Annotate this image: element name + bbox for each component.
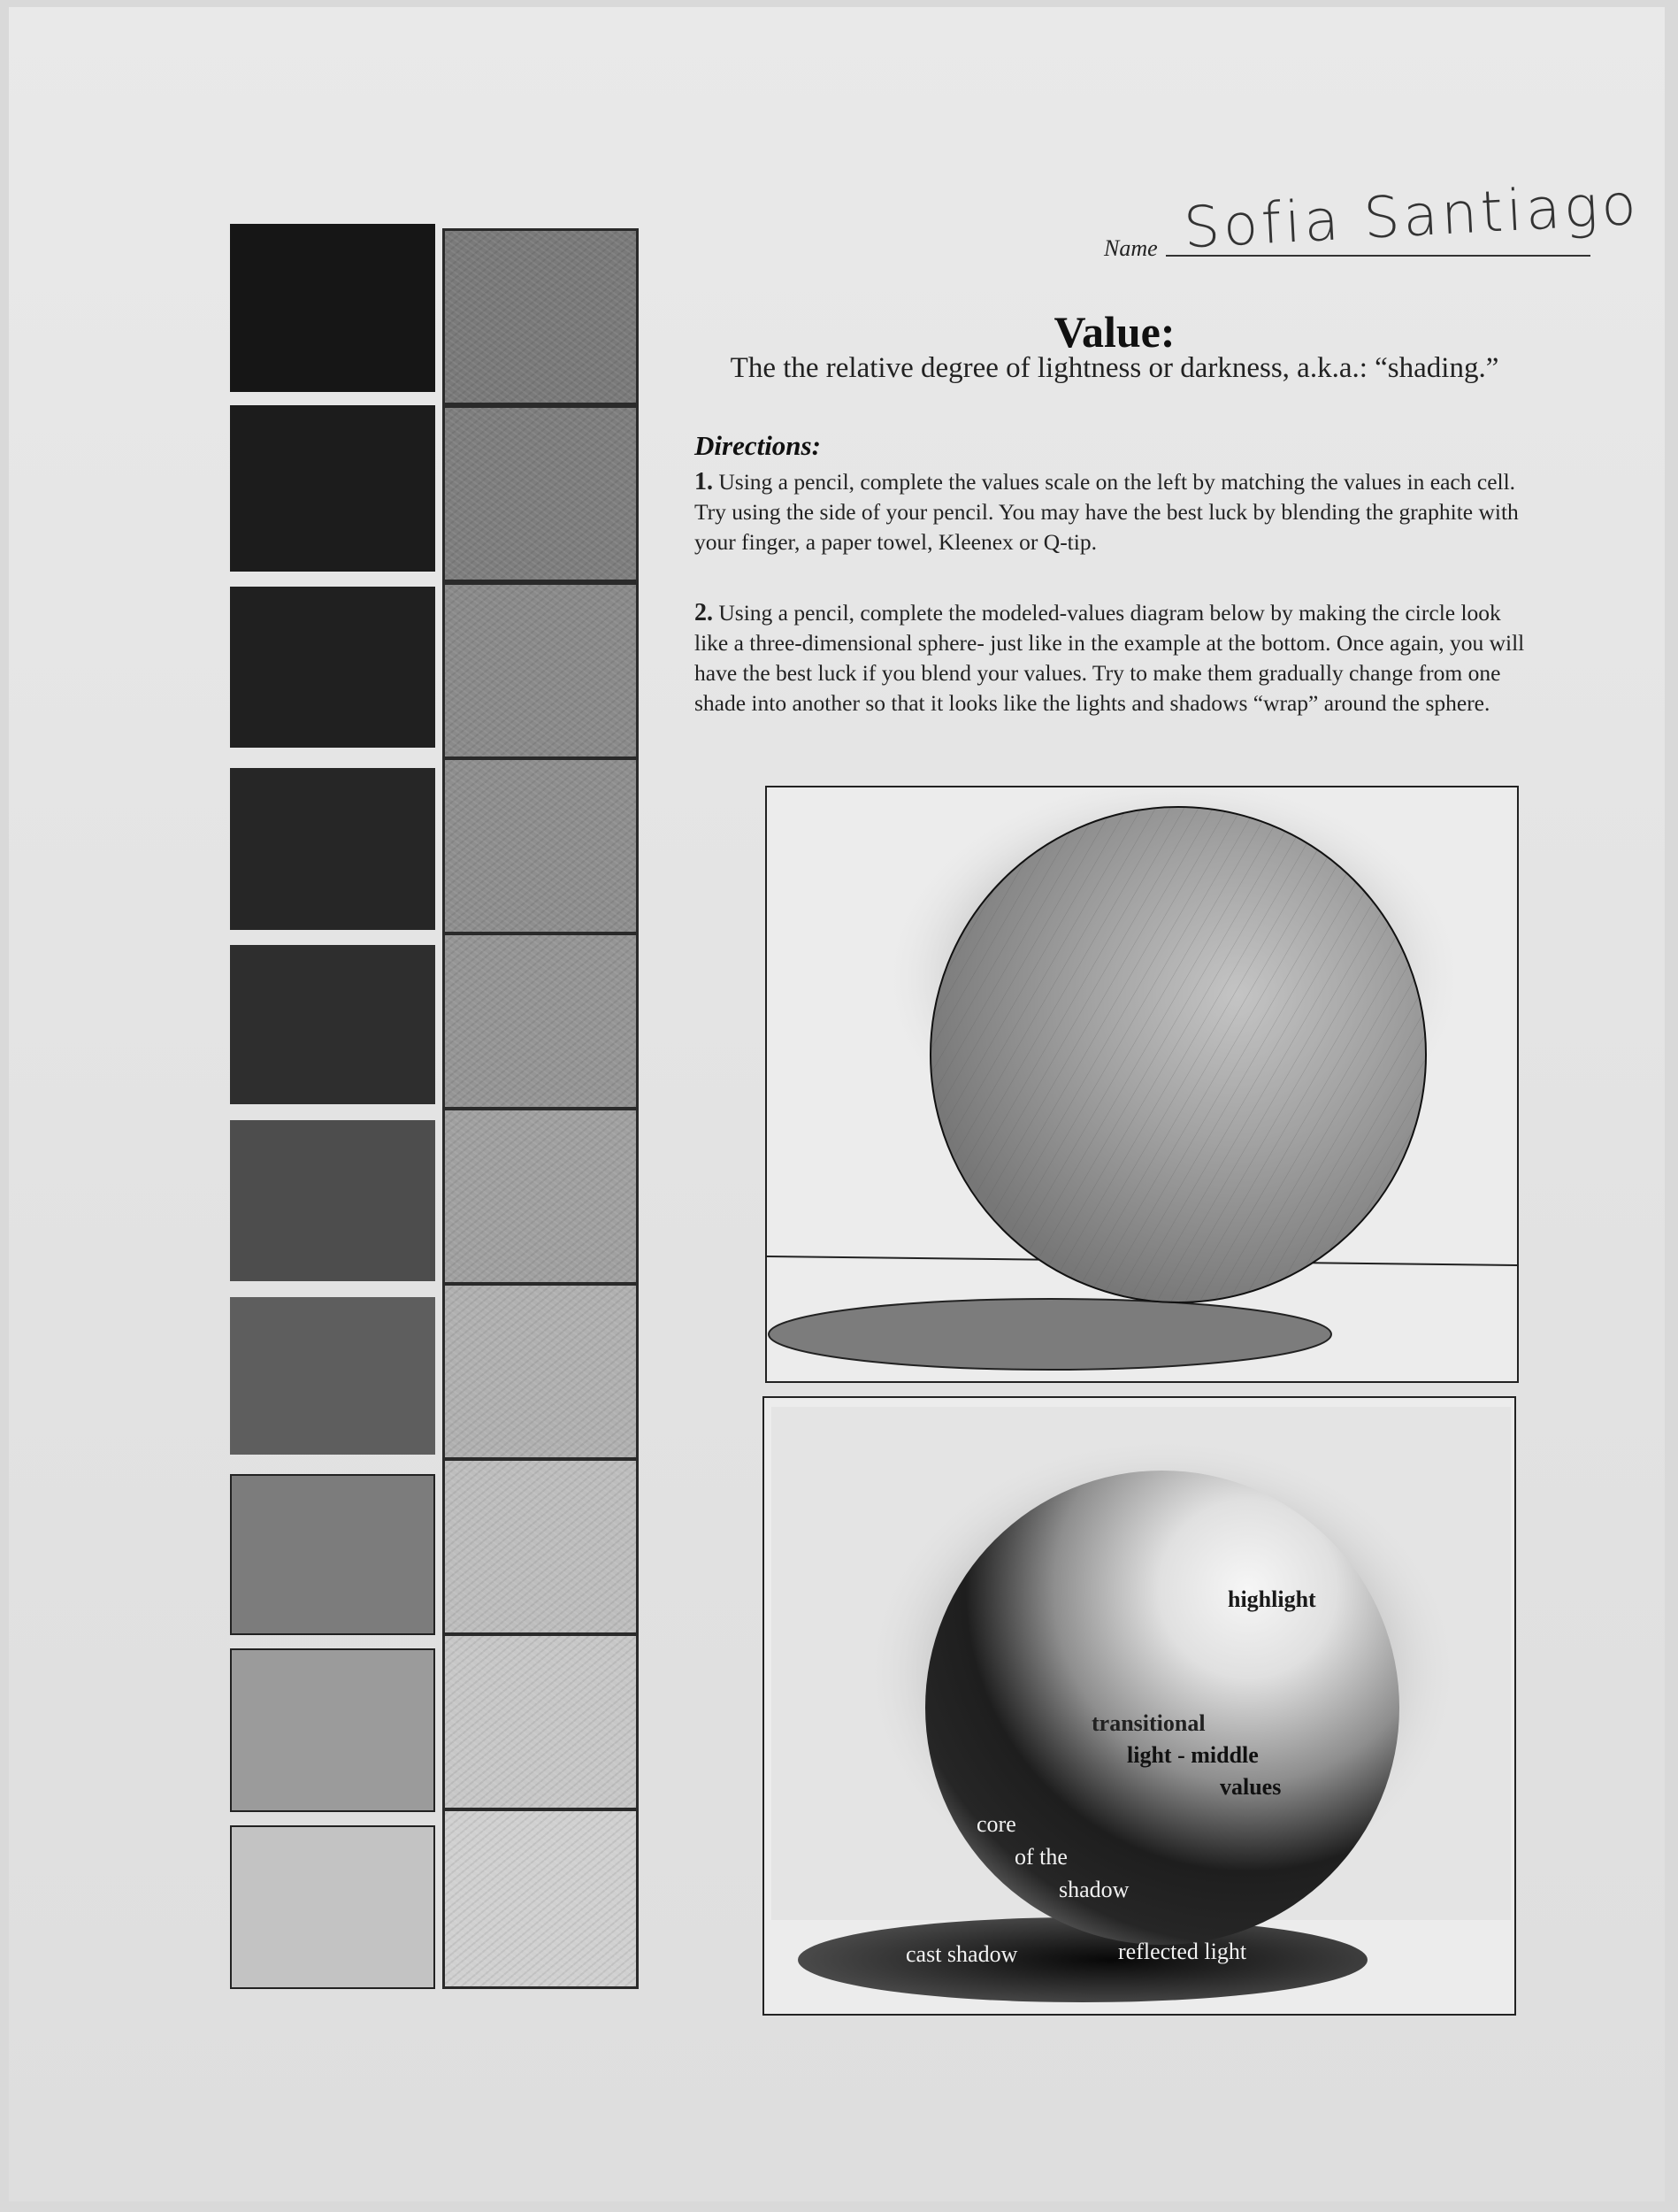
name-label: Name: [1104, 235, 1158, 261]
example-sphere-svg: [764, 1398, 1516, 2016]
label-transitional-1: transitional: [1092, 1710, 1206, 1736]
step-1-number: 1.: [694, 468, 713, 495]
step-1-text: Using a pencil, complete the values scale on the left by matching the values in each cell. Try using the side of your pencil. You may have the best luck by blending the graphite with your finger, a paper towel, Kleenex or Q-tip.: [694, 469, 1519, 555]
printed-value-cell: [230, 1120, 435, 1281]
step-2-number: 2.: [694, 599, 713, 626]
example-sphere-diagram: [762, 1396, 1516, 2016]
printed-value-cell: [230, 768, 435, 930]
label-transitional-2: light - middle: [1127, 1742, 1259, 1768]
printed-value-cell: [230, 405, 435, 572]
label-core-2: of the: [1015, 1844, 1068, 1870]
drawn-value-cell: [442, 228, 639, 405]
printed-value-cell: [230, 1474, 435, 1635]
label-cast-shadow: cast shadow: [906, 1941, 1018, 1967]
printed-value-cell: [230, 1297, 435, 1455]
directions-heading: Directions:: [694, 430, 821, 461]
value-scale: [230, 219, 637, 1989]
label-core-3: shadow: [1059, 1877, 1130, 1902]
student-signature: Sofia Santiago: [1182, 172, 1642, 262]
page-title: Value:: [1054, 307, 1176, 357]
drawn-value-cell: [442, 1108, 639, 1285]
printed-value-cell: [230, 1825, 435, 1989]
step-2-text: Using a pencil, complete the modeled-values diagram below by making the circle look like a three-dimensional sphere- just like in the example at the bottom. Once again, you will have the best luck if you blend your values. Try to make them gradually change from one shade into another so that it looks like the lights and shadows “wrap” around the sphere.: [694, 600, 1525, 716]
printed-value-cell: [230, 945, 435, 1104]
student-sphere-drawing: [765, 786, 1519, 1383]
printed-value-cell: [230, 587, 435, 748]
cast-shadow-shape: [769, 1299, 1331, 1370]
label-transitional-3: values: [1220, 1774, 1282, 1800]
example-sphere: [925, 1471, 1399, 1945]
student-sphere-svg: [767, 787, 1519, 1383]
drawn-value-cell: [442, 933, 639, 1110]
page-subtitle: The the relative degree of lightness or darkness, a.k.a.: “shading.”: [730, 352, 1499, 384]
worksheet-page: [9, 7, 1665, 2201]
drawn-value-cell: [442, 405, 639, 582]
drawn-value-cell: [442, 1283, 639, 1460]
label-reflected-light: reflected light: [1118, 1939, 1247, 1964]
pencil-texture: [931, 808, 1425, 1302]
label-core-1: core: [977, 1811, 1016, 1837]
drawn-value-cell: [442, 582, 639, 759]
printed-value-cell: [230, 1648, 435, 1812]
drawn-value-cell: [442, 757, 639, 934]
drawn-value-cell: [442, 1633, 639, 1810]
drawn-value-cell: [442, 1809, 639, 1989]
drawn-value-cell: [442, 1458, 639, 1635]
direction-step-2: [694, 598, 1535, 718]
label-highlight: highlight: [1228, 1586, 1316, 1612]
printed-value-cell: [230, 224, 435, 392]
direction-step-1: [694, 467, 1535, 557]
